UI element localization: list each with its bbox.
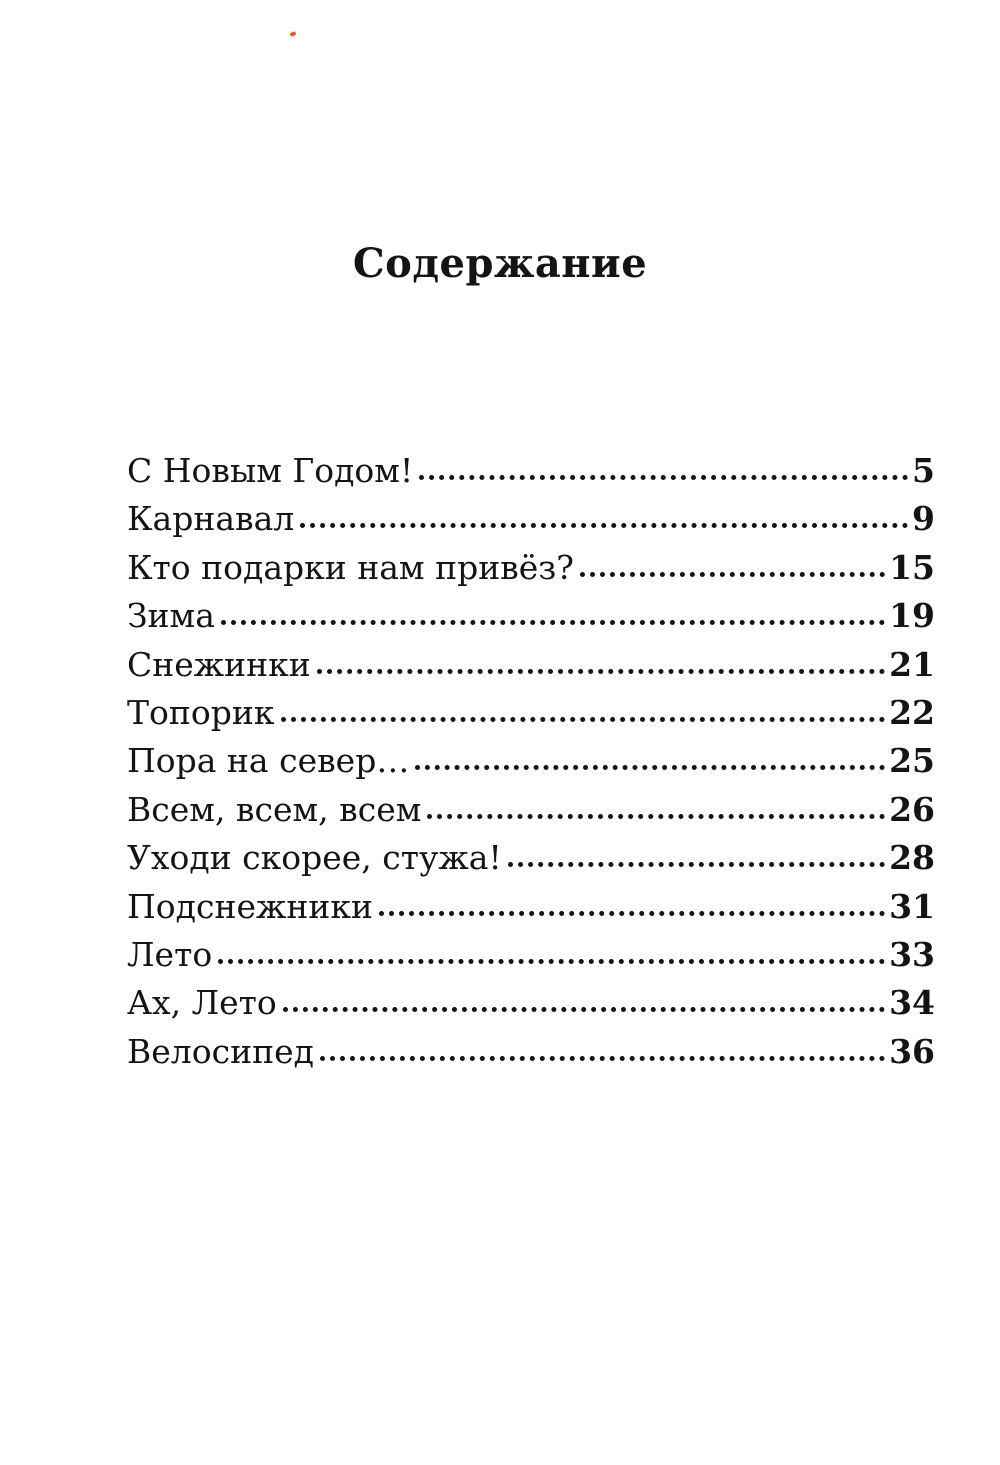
toc-entry[interactable] [127, 786, 935, 834]
dot-leader [427, 810, 885, 819]
toc-entry-page: 15 [889, 547, 935, 587]
toc-entry[interactable] [127, 689, 935, 737]
toc-entry[interactable] [127, 447, 935, 495]
toc-entry[interactable] [127, 1028, 935, 1076]
toc-entry-title: Снежинки [127, 644, 311, 684]
toc-entry-title: Подснежники [127, 886, 373, 926]
toc-entry-title: Зима [127, 596, 215, 636]
toc-entry-title: Лето [127, 934, 213, 974]
toc-entry-title: Всем, всем, всем [127, 789, 422, 829]
dot-leader [415, 761, 885, 770]
toc-entry[interactable] [127, 544, 935, 592]
toc-entry-page: 5 [912, 451, 935, 490]
dot-leader [379, 907, 885, 916]
dot-leader [221, 616, 885, 625]
toc-entry[interactable] [127, 737, 935, 785]
toc-entry-page: 36 [889, 1031, 935, 1071]
table-of-contents [127, 447, 935, 1076]
toc-entry-page: 28 [889, 838, 935, 878]
toc-entry[interactable] [127, 641, 935, 689]
dot-leader [580, 568, 885, 577]
toc-entry[interactable] [127, 592, 935, 640]
toc-entry-page: 9 [912, 499, 935, 539]
toc-entry-page: 19 [889, 596, 935, 636]
toc-entry[interactable] [127, 495, 935, 543]
dot-leader [320, 1052, 885, 1061]
toc-entry[interactable] [127, 931, 935, 979]
toc-entry[interactable] [127, 979, 935, 1027]
dot-leader [283, 1003, 885, 1012]
dot-leader [419, 471, 908, 480]
toc-entry-page: 26 [889, 789, 935, 829]
toc-entry-title: Пора на север… [127, 741, 410, 781]
toc-entry-title: Ах, Лето [127, 983, 277, 1023]
toc-entry-title: Уходи скорее, стужа! [127, 838, 502, 878]
toc-entry-title: Кто подарки нам привёз? [127, 547, 574, 587]
toc-entry-page: 21 [889, 644, 935, 684]
toc-entry-page: 31 [889, 886, 935, 926]
dot-leader [281, 713, 886, 722]
toc-entry-page: 34 [889, 983, 935, 1023]
toc-entry-title: Карнавал [127, 499, 295, 539]
ink-speck [289, 31, 296, 37]
toc-entry[interactable] [127, 834, 935, 882]
toc-entry-title: Топорик [127, 692, 275, 732]
toc-entry-title: Велосипед [127, 1031, 314, 1071]
toc-entry-title: С Новым Годом! [127, 451, 414, 490]
dot-leader [508, 858, 885, 867]
dot-leader [218, 955, 885, 964]
page-title: Содержание [352, 240, 648, 287]
dot-leader [317, 665, 885, 674]
toc-entry[interactable] [127, 883, 935, 931]
toc-entry-page: 22 [889, 692, 935, 732]
dot-leader [300, 519, 908, 528]
toc-entry-page: 33 [889, 934, 935, 974]
toc-entry-page: 25 [889, 741, 935, 781]
